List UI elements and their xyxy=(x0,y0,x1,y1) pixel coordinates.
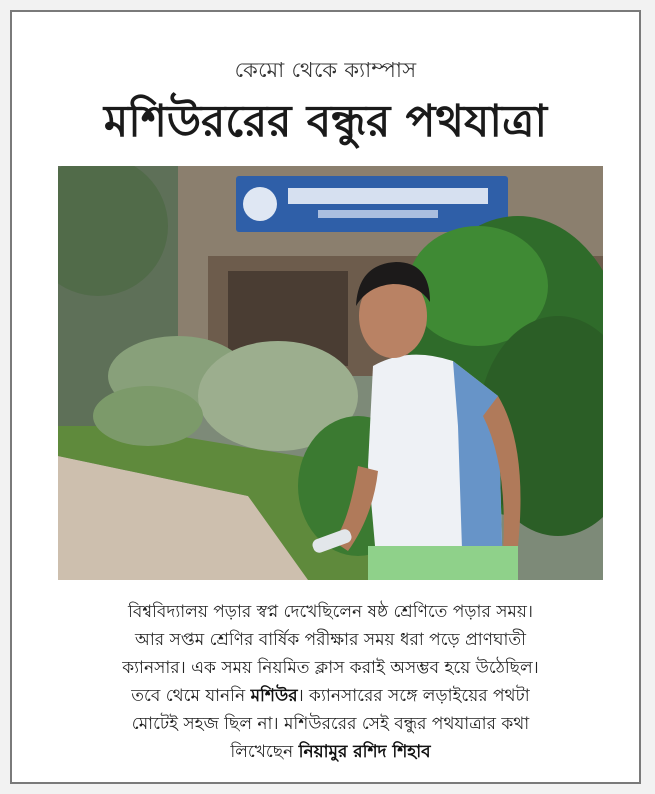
lede-line-4-post: । ক্যানসারের সঙ্গে লড়াইয়ের পথটা xyxy=(297,686,530,706)
lede-line-4-pre: তবে থেমে যাননি xyxy=(131,686,251,706)
article-headline: মশিউররের বন্ধুর পথযাত্রা xyxy=(103,96,548,147)
lede-line-6 xyxy=(56,738,605,766)
lede-line-2: আর সপ্তম শ্রেণির বার্ষিক পরীক্ষার সময় ধরা পড়ে প্রাণঘাতী xyxy=(134,630,527,650)
lede-line-3: ক্যানসার। এক সময় নিয়মিত ক্লাস করাই অসম্ভব হয়ে উঠেছিল। xyxy=(122,658,539,678)
lede-line-6-pre: লিখেছেন xyxy=(230,742,299,762)
portrait-photo-icon xyxy=(58,166,603,580)
article-frame xyxy=(10,10,641,784)
lede-line-5: মোটেই সহজ ছিল না। মশিউররের সেই বন্ধুর পথযাত্রার কথা xyxy=(131,714,530,734)
article-photo xyxy=(58,166,603,580)
author-name: নিয়ামুর রশিদ শিহাব xyxy=(298,742,431,762)
article-kicker: কেমো থেকে ক্যাম্পাস xyxy=(234,58,417,82)
lede-line-4 xyxy=(56,682,605,710)
subject-name: মশিউর xyxy=(250,686,298,706)
lede-line-1: বিশ্ববিদ্যালয় পড়ার স্বপ্ন দেখেছিলেন ষষ্ঠ শ্রেণিতে পড়ার সময়। xyxy=(128,602,533,622)
article-lede xyxy=(56,598,605,766)
